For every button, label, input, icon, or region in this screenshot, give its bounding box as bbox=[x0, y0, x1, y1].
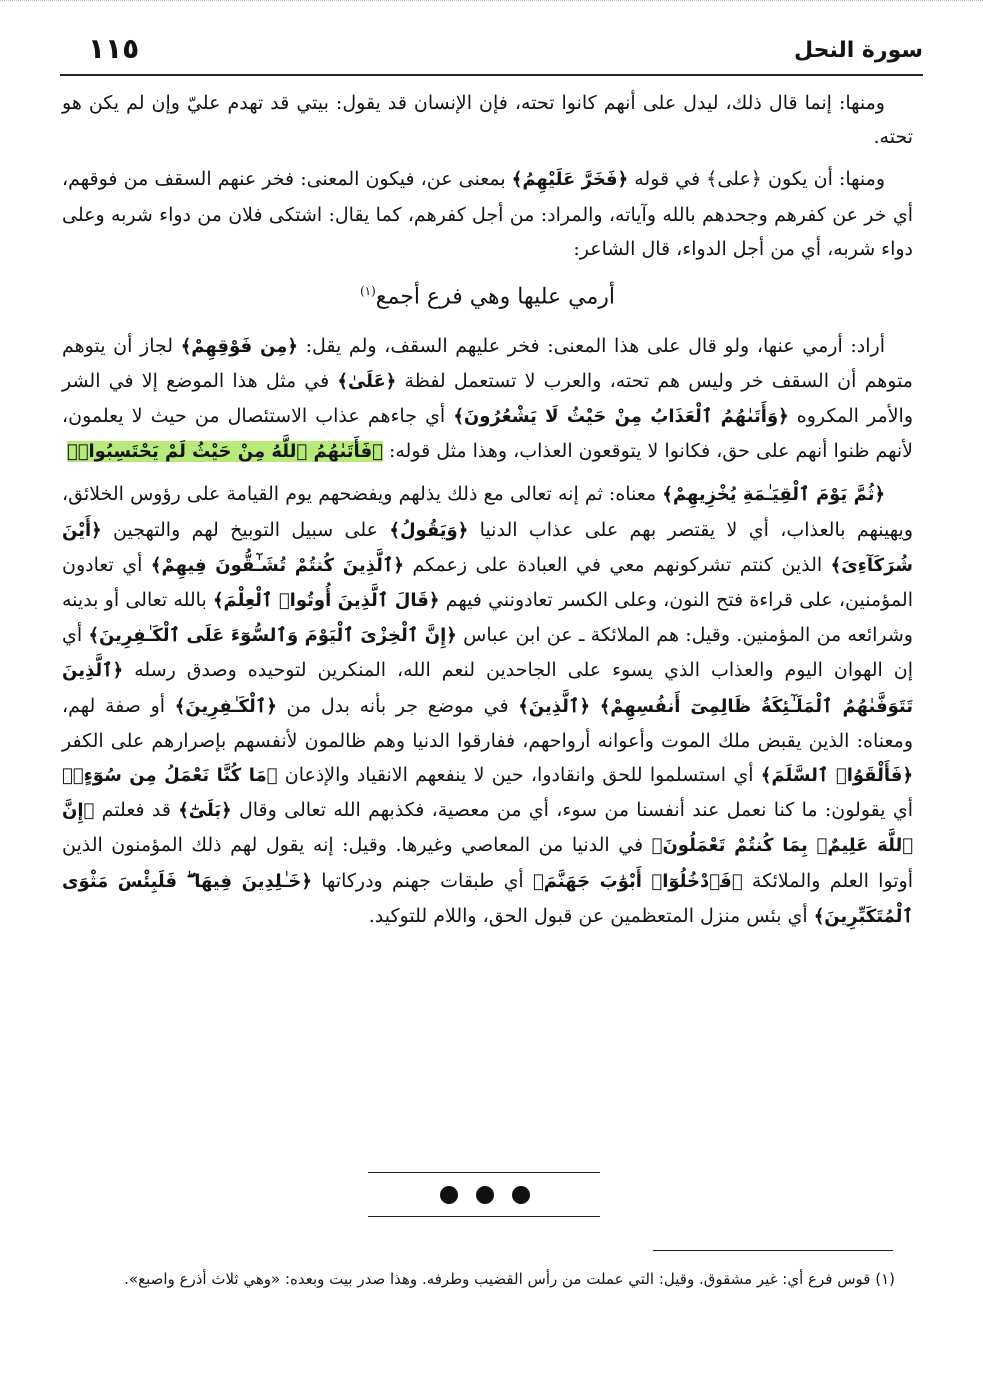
text-run bbox=[590, 695, 600, 717]
footnote-text: قوس فرع أي: غير مشقوق. وقيل: التي عملت من رأس القضيب وطرفه. وهذا صدر بيت وبعده: «وهي ثلاث أذرع واصبع». bbox=[124, 1270, 871, 1288]
text-run: لجاز أن يتوهم متوهم أن السقف خر وليس هم تحته، والعرب لا تستعمل لفظة bbox=[62, 334, 913, 392]
text-run: بمعنى عن، فيكون المعنى: فخر عنهم السقف من فوقهم، أي خر عن كفرهم وجحدهم بالله وآياته، والمراد: من أجل كفرهم، كما يقال: اشتكى فلان من دواء شربه وعلى دواء شربه، أي من أجل الدواء، قال الشاعر: bbox=[62, 168, 913, 260]
quran-quote: ﴿فَٱدْخُلُوٓا۟ أَبْوَٰبَ جَهَنَّمَ﴾ bbox=[533, 870, 743, 892]
quran-quote: ﴿ٱلَّذِينَ﴾ bbox=[518, 695, 590, 717]
text-run: في الدنيا من المعاصي وغيرها. وقيل: إنه يقول لهم ذلك المؤمنون الذين أوتوا العلم والملائكة bbox=[62, 834, 914, 892]
quran-quote: ﴿وَيَقُولُ﴾ bbox=[389, 519, 469, 541]
ornament-dot bbox=[512, 1186, 530, 1204]
quran-quote: ﴿مَا كُنَّا نَعْمَلُ مِن سُوٓءٍۭ﴾ bbox=[62, 764, 278, 786]
quran-quote: ﴿إِنَّ ٱللَّهَ عَلِيمٌۢ بِمَا كُنتُمْ تَعْمَلُونَ﴾ bbox=[62, 800, 914, 857]
running-header bbox=[60, 28, 923, 74]
section-divider-top bbox=[368, 1172, 600, 1173]
paragraph-1: ومنها: إنما قال ذلك، ليدل على أنهم كانوا تحته، فإن الإنسان قد يقول: بيتي قد تهدم عليّ وإن لم يكن هو تحته. bbox=[62, 92, 913, 149]
page-number: ١١٥ bbox=[88, 32, 140, 65]
quran-quote: ﴿ٱلْكَـٰفِرِينَ﴾ bbox=[174, 695, 277, 717]
paragraph-2 bbox=[62, 162, 913, 266]
text-run: قد فعلتم bbox=[94, 799, 179, 822]
ornament-dot bbox=[440, 1186, 458, 1204]
text-run: أي استسلموا للحق وانقادوا، حين لا ينفعهم الانقياد والإذعان bbox=[277, 763, 761, 786]
quran-quote: ﴿مِن فَوْقِهِمْ﴾ bbox=[180, 335, 298, 357]
paragraph-4 bbox=[62, 477, 913, 934]
quran-quote: ﴿إِنَّ ٱلْخِزْىَ ٱلْيَوْمَ وَٱلسُّوٓءَ عَلَى ٱلْكَـٰفِرِينَ﴾ bbox=[88, 625, 457, 647]
text-run: معناه: ثم إنه تعالى مع ذلك يذلهم ويفضحهم يوم القيامة على رؤوس الخلائق، ويهينهم بالعذاب، أي لا يقتصر بهم على عذاب الدنيا bbox=[62, 483, 913, 541]
footnote bbox=[70, 1266, 895, 1293]
text-run: في مثل هذا الموضع إلا في الشر والأمر المكروه bbox=[62, 369, 913, 427]
text-run: أي تعادون المؤمنين، على قراءة فتح النون، وعلى الكسر تعادونني فيهم bbox=[62, 553, 913, 611]
quran-quote: ﴿خَـٰلِدِينَ فِيهَا ۖ فَلَبِئْسَ مَثْوَى ٱلْمُتَكَبِّرِينَ﴾ bbox=[62, 870, 913, 927]
highlighted-quran-quote[interactable]: ﴿فَأَتَىٰهُمُ ٱللَّهُ مِنْ حَيْثُ لَمْ يَحْتَسِبُوا۟﴾ bbox=[66, 441, 383, 463]
footnote-marker[interactable]: (١) bbox=[359, 284, 376, 299]
text-run: أي طبقات جهنم ودركاتها bbox=[311, 869, 533, 892]
text-run: أي بئس منزل المتعظمين عن قبول الحق، واللام للتوكيد. bbox=[368, 904, 814, 927]
text-run: على سبيل التوبيخ لهم والتهجين bbox=[101, 518, 390, 541]
quran-quote: ﴿فَأَلْقَوُا۟ ٱلسَّلَمَ﴾ bbox=[760, 764, 913, 786]
quran-quote: ﴿عَلَىٰ﴾ bbox=[337, 370, 397, 392]
quran-quote: ﴿أَيْنَ شُرَكَآءِىَ﴾ bbox=[62, 519, 914, 576]
text-run: أو صفة لهم، ومعناه: الذين يقبض ملك الموت وأعوانه أرواحهم، ففارقوا الدنيا وهم ظالمون لأنفسهم بإصرارهم على الكفر bbox=[62, 694, 913, 752]
text-run: أي جاءهم عذاب الاستئصال من حيث لا يعلمون، لأنهم ظنوا أنهم على حق، فكانوا لا يتوقعون العذاب، وهذا مثل قوله: bbox=[62, 404, 913, 463]
text-run: أراد: أرمي عنها، ولو قال على هذا المعنى: فخر عليهم السقف، ولم يقل: bbox=[297, 334, 886, 357]
section-divider-bottom bbox=[368, 1216, 600, 1217]
quran-quote: ﴿فَخَرَّ عَلَيْهِمُ﴾ bbox=[511, 169, 629, 191]
commentary-body bbox=[62, 86, 913, 934]
quran-quote: ﴿وَأَتَىٰهُمُ ٱلْعَذَابُ مِنْ حَيْثُ لَا يَشْعُرُونَ﴾ bbox=[453, 405, 789, 427]
text-run: بالله تعالى أو بدينه وشرائعه من المؤمنين. وقيل: هم الملائكة ـ عن ابن عباس bbox=[62, 588, 913, 647]
paragraph-3 bbox=[62, 329, 913, 470]
text-run: أي يقولون: ما كنا نعمل عند أنفسنا من سوء، أي من معصية، فكذبهم الله تعالى وقال bbox=[231, 799, 914, 822]
quran-quote: ﴿قَالَ ٱلَّذِينَ أُوتُوا۟ ٱلْعِلْمَ﴾ bbox=[212, 589, 440, 611]
text-run: أي إن الهوان اليوم والعذاب الذي يسوء على الجاحدين لنعم الله، المنكرين لتوحيده وصدق رسله bbox=[62, 624, 913, 682]
quran-quote: ﴿ثُمَّ يَوْمَ ٱلْقِيَـٰمَةِ يُخْزِيهِمْ﴾ bbox=[662, 484, 885, 506]
section-ornament bbox=[440, 1183, 530, 1207]
quran-quote: ﴿ٱلَّذِينَ كُنتُمْ تُشَـٰٓقُّونَ فِيهِمْ﴾ bbox=[150, 554, 404, 576]
quran-quote: ﴿ٱلَّذِينَ تَتَوَفَّىٰهُمُ ٱلْمَلَـٰٓئِكَةُ ظَالِمِىٓ أَنفُسِهِمْ﴾ bbox=[62, 660, 914, 717]
text-run: الذين كنتم تشركونهم معي في العبادة على زعمكم bbox=[403, 553, 831, 576]
verse-text: أرمي عليها وهي فرع أجمع bbox=[375, 284, 616, 310]
header-rule bbox=[60, 74, 923, 76]
footnote-number: (١) bbox=[875, 1270, 895, 1288]
surah-title: سورة النحل bbox=[793, 38, 923, 63]
ornament-dot bbox=[476, 1186, 494, 1204]
footnote-rule bbox=[653, 1250, 893, 1251]
text-run: في موضع جر بأنه بدل من bbox=[276, 694, 519, 717]
poetry-verse bbox=[62, 274, 913, 315]
quran-quote: ﴿بَلَىٰٓ﴾ bbox=[178, 800, 232, 822]
text-run: ومنها: أن يكون ﴿على﴾ في قوله bbox=[628, 168, 885, 191]
